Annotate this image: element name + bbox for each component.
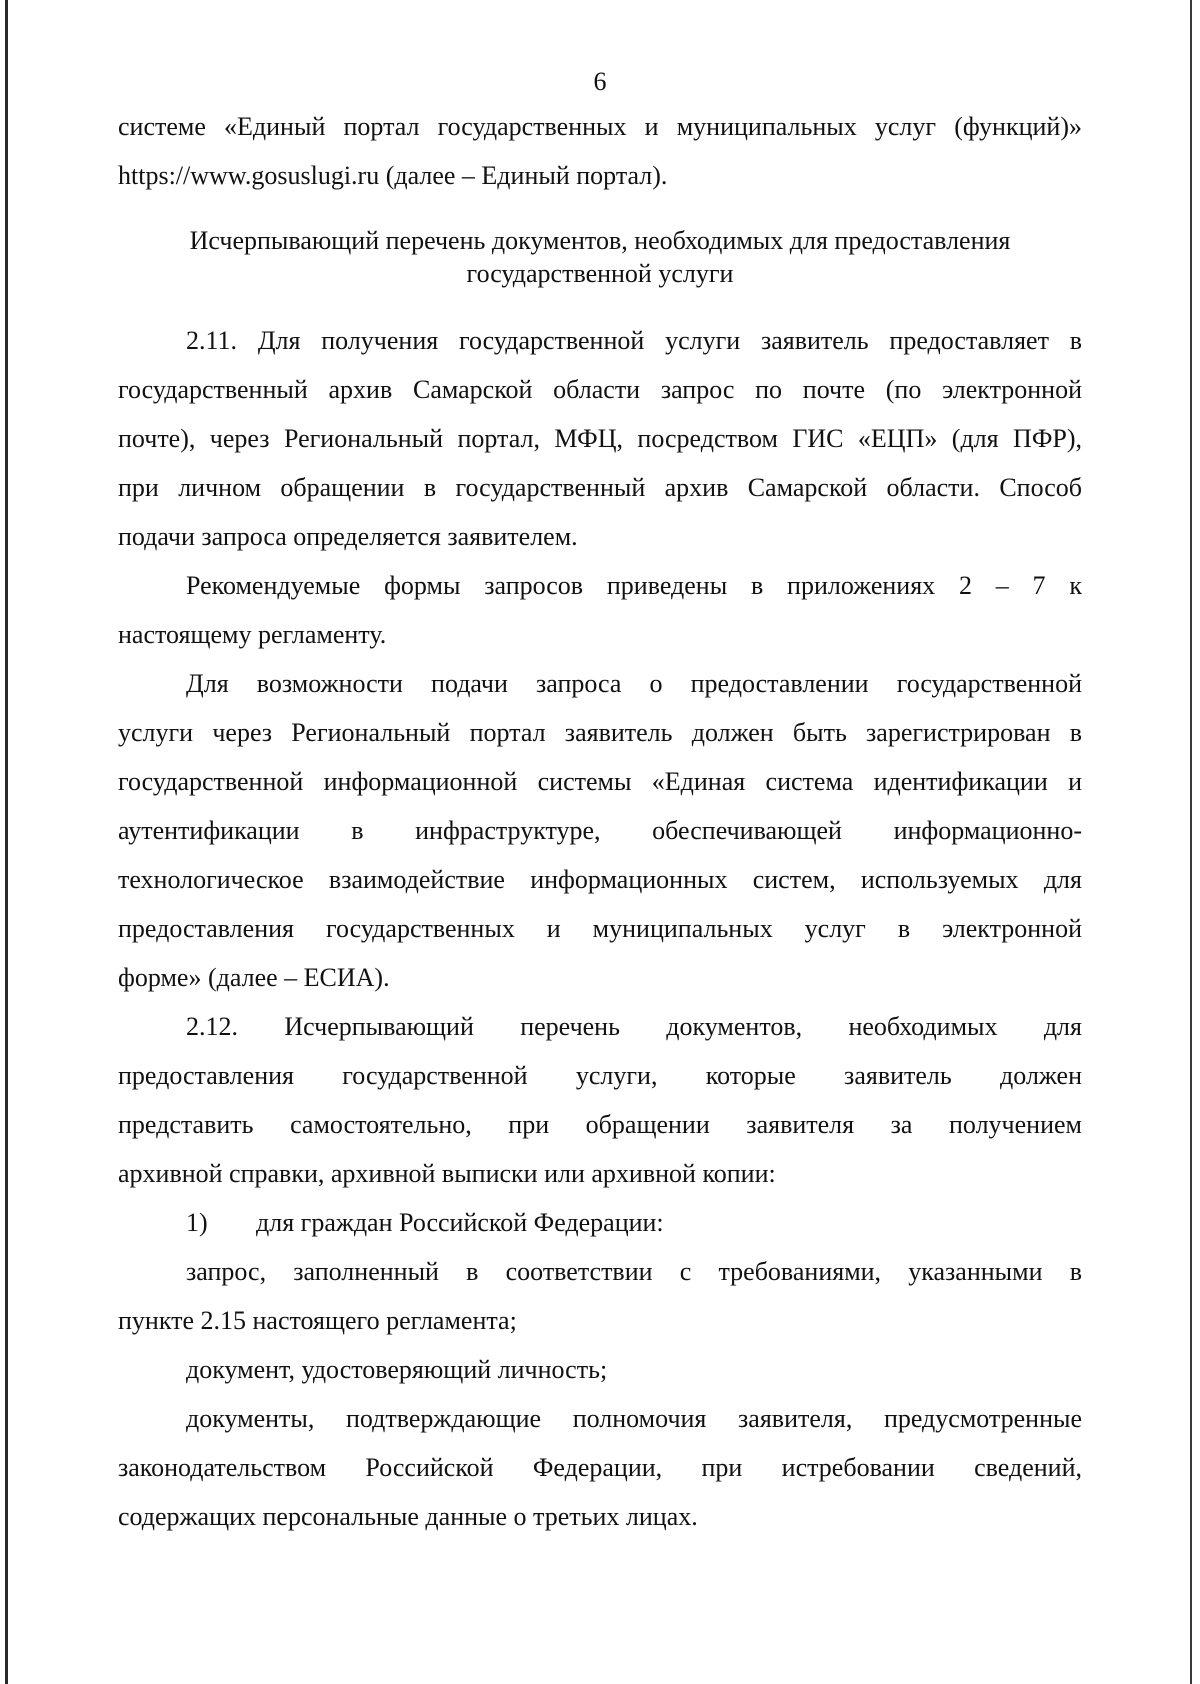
text-line: законодательством Российской Федерации, при истребовании сведений, — [118, 1453, 1082, 1482]
text-line: предоставления государственных и муниципальных услуг в электронной — [118, 914, 1082, 943]
paragraph-request — [118, 1247, 1082, 1345]
section-heading — [118, 224, 1082, 290]
text-line: https://www.gosuslugi.ru (далее – Единый портал). — [118, 161, 668, 190]
paragraph-authority — [118, 1394, 1082, 1541]
text-line: предоставления государственной услуги, которые заявитель должен — [118, 1061, 1082, 1090]
text-line: при личном обращении в государственный архив Самарской области. Способ — [118, 473, 1082, 502]
text-line: форме» (далее – ЕСИА). — [118, 963, 390, 992]
paragraph-identity: документ, удостоверяющий личность; — [186, 1355, 608, 1384]
text-line: архивной справки, архивной выписки или архивной копии: — [118, 1159, 776, 1188]
list-item-text: для граждан Российской Федерации: — [256, 1208, 664, 1237]
text-line: Для возможности подачи запроса о предоставлении государственной — [186, 669, 1082, 698]
page-number: 6 — [593, 67, 607, 96]
text-line: аутентификации в инфраструктуре, обеспечивающей информационно- — [118, 816, 1082, 845]
scan-right-edge — [1190, 0, 1192, 1684]
heading-line: государственной услуги — [466, 259, 734, 288]
text-line: 2.12. Исчерпывающий перечень документов, необходимых для — [186, 1012, 1082, 1041]
text-line: почте), через Региональный портал, МФЦ, посредством ГИС «ЕЦП» (для ПФР), — [118, 424, 1082, 453]
heading-line: Исчерпывающий перечень документов, необходимых для предоставления — [189, 226, 1011, 255]
text-line: государственной информационной системы «Единая система идентификации и — [118, 767, 1082, 796]
paragraph-2-12 — [118, 1002, 1082, 1198]
text-line: государственный архив Самарской области запрос по почте (по электронной — [118, 375, 1082, 404]
list-item-1 — [118, 1198, 1082, 1247]
paragraph-2-11 — [118, 316, 1082, 561]
paragraph-esia — [118, 659, 1082, 1002]
document-page — [118, 62, 1082, 1541]
text-line: 2.11. Для получения государственной услуги заявитель предоставляет в — [186, 326, 1082, 355]
text-line: содержащих персональные данные о третьих лицах. — [118, 1502, 698, 1531]
text-line: Рекомендуемые формы запросов приведены в приложениях 2 – 7 к — [186, 571, 1082, 600]
scan-left-edge — [5, 0, 8, 1684]
text-line: подачи запроса определяется заявителем. — [118, 522, 578, 551]
paragraph-forms — [118, 561, 1082, 659]
text-line: запрос, заполненный в соответствии с требованиями, указанными в — [186, 1257, 1082, 1286]
text-line: настоящему регламенту. — [118, 620, 387, 649]
text-line: пункте 2.15 настоящего регламента; — [118, 1306, 517, 1335]
text-line: технологическое взаимодействие информационных систем, используемых для — [118, 865, 1082, 894]
text-line: представить самостоятельно, при обращении заявителя за получением — [118, 1110, 1082, 1139]
text-line: услуги через Региональный портал заявитель должен быть зарегистрирован в — [118, 718, 1082, 747]
text-line: системе «Единый портал государственных и муниципальных услуг (функций)» — [118, 112, 1082, 141]
text-line: документы, подтверждающие полномочия заявителя, предусмотренные — [186, 1404, 1082, 1433]
list-item-number: 1) — [186, 1208, 208, 1237]
continuation-paragraph — [118, 102, 1082, 200]
